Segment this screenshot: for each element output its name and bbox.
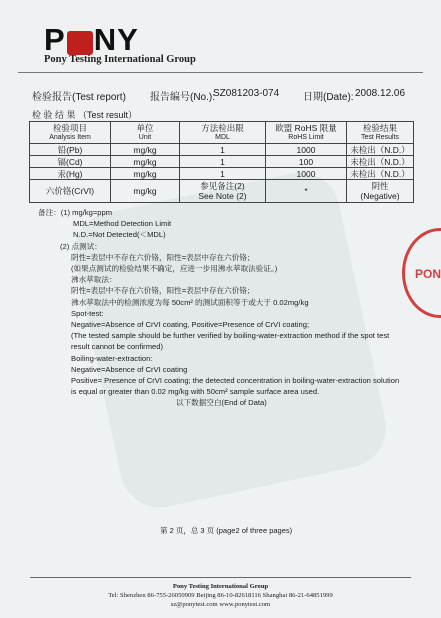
cell-mdl: 1 [180, 144, 266, 156]
cell-unit: mg/kg [111, 180, 180, 203]
cell-unit: mg/kg [111, 144, 180, 156]
cell-result: 未检出（N.D.） [347, 156, 414, 168]
note-line: (The tested sample should be further verified by boiling-water-extraction method if the spot test [71, 331, 390, 341]
cell-result: 未检出（N.D.） [347, 144, 414, 156]
col-header-unit: 单位 Unit [111, 122, 180, 144]
note-line: N.D.=Not Detected(＜MDL) [73, 230, 166, 240]
table-row [30, 168, 414, 180]
brand-subtitle: Pony Testing International Group [44, 54, 196, 65]
cell-mdl: 1 [180, 156, 266, 168]
footer-web: sz@ponytest.com www.ponytest.com [170, 601, 271, 608]
cell-limit: 1000 [266, 144, 347, 156]
col-header-item: 检验项目 Analysis Item [30, 122, 111, 144]
note-line: Spot-test: [71, 308, 104, 318]
note-line: result cannot be confirmed) [71, 342, 164, 352]
note-line: Negative=Absence of CrVI coating [71, 364, 188, 374]
table-row [30, 144, 414, 156]
report-number-label: 报告编号(No.): [150, 92, 215, 103]
note-line: (如果点测试的检验结果不确定，应进一步用沸水萃取法验证。) [71, 264, 278, 274]
note-line: 沸水萃取法中的检测浓度为每 50cm² 的测试面积等于或大于 0.02mg/kg [71, 297, 309, 307]
note-line: 沸水萃取法： [71, 275, 117, 285]
pony-logo [44, 22, 139, 58]
note-line: 阴性=表层中不存在六价铬，阳性=表层中存在六价铬； [71, 252, 255, 262]
logo-letters-ny: NY [93, 22, 139, 57]
cell-limit: 100 [266, 156, 347, 168]
company-stamp: PON [402, 228, 441, 318]
cell-result: 未检出（N.D.） [347, 168, 414, 180]
cell-unit: mg/kg [111, 168, 180, 180]
note-line: Boiling-water-extraction: [71, 353, 153, 363]
col-header-mdl: 方法检出限 MDL [180, 122, 266, 144]
note-line: MDL=Method Detection Limit [73, 219, 172, 229]
note-line: 阴性=表层中不存在六价铬，阳性=表层中存在六价铬； [71, 286, 255, 296]
results-table [29, 121, 414, 203]
col-header-limit: 欧盟 RoHS 限量 RoHS Limit [266, 122, 347, 144]
header-divider [18, 72, 423, 73]
table-row [30, 180, 414, 203]
report-date-value: 2008.12.06 [355, 88, 406, 99]
cell-limit: 1000 [266, 168, 347, 180]
logo-o-block [67, 31, 93, 55]
footer-tel: Tel: Shenzhen 86-755-26050909 Beijing 86-10-82618116 Shanghai 86-21-64851999 [108, 592, 333, 599]
cell-unit: mg/kg [111, 156, 180, 168]
note-line: is equal or greater than 0.02 mg/kg with 50cm² sample surface area used. [71, 387, 320, 397]
page-number: 第 2 页，总 3 页 (page2 of three pages) [160, 526, 293, 535]
cell-item: 汞(Hg) [30, 168, 111, 180]
cell-mdl: 参见备注(2) See Note (2) [180, 180, 266, 203]
report-number-value: SZ081203-074 [213, 88, 280, 99]
footer-group: Pony Testing International Group [172, 583, 269, 590]
note-line: Negative=Absence of CrVI coating, Positive=Presence of CrVI coating; [71, 320, 310, 330]
col-header-result: 检验结果 Test Results [347, 122, 414, 144]
report-label: 检验报告(Test report) [32, 92, 126, 103]
note-line: 备注：(1) mg/kg=ppm [38, 208, 113, 217]
section-title: 检 验 结 果 （Test result） [32, 110, 138, 120]
report-date-label: 日期(Date): [303, 92, 354, 103]
logo-letter-p: P [44, 22, 66, 57]
footer-divider [30, 577, 411, 578]
cell-item: 六价铬(CrVI) [30, 180, 111, 203]
cell-mdl: 1 [180, 168, 266, 180]
table-row [30, 156, 414, 168]
note-line: Positive= Presence of CrVI coating; the detected concentration in boiling-water-extraction solution [71, 376, 400, 386]
end-of-data: 以下数据空白(End of Data) [176, 398, 267, 408]
cell-limit: * [266, 180, 347, 203]
cell-result: 阴性 (Negative) [347, 180, 414, 203]
table-header-row [30, 122, 414, 144]
cell-item: 铅(Pb) [30, 144, 111, 156]
note-line: (2) 点测试： [60, 241, 102, 251]
notes-block [38, 207, 399, 409]
cell-item: 镉(Cd) [30, 156, 111, 168]
